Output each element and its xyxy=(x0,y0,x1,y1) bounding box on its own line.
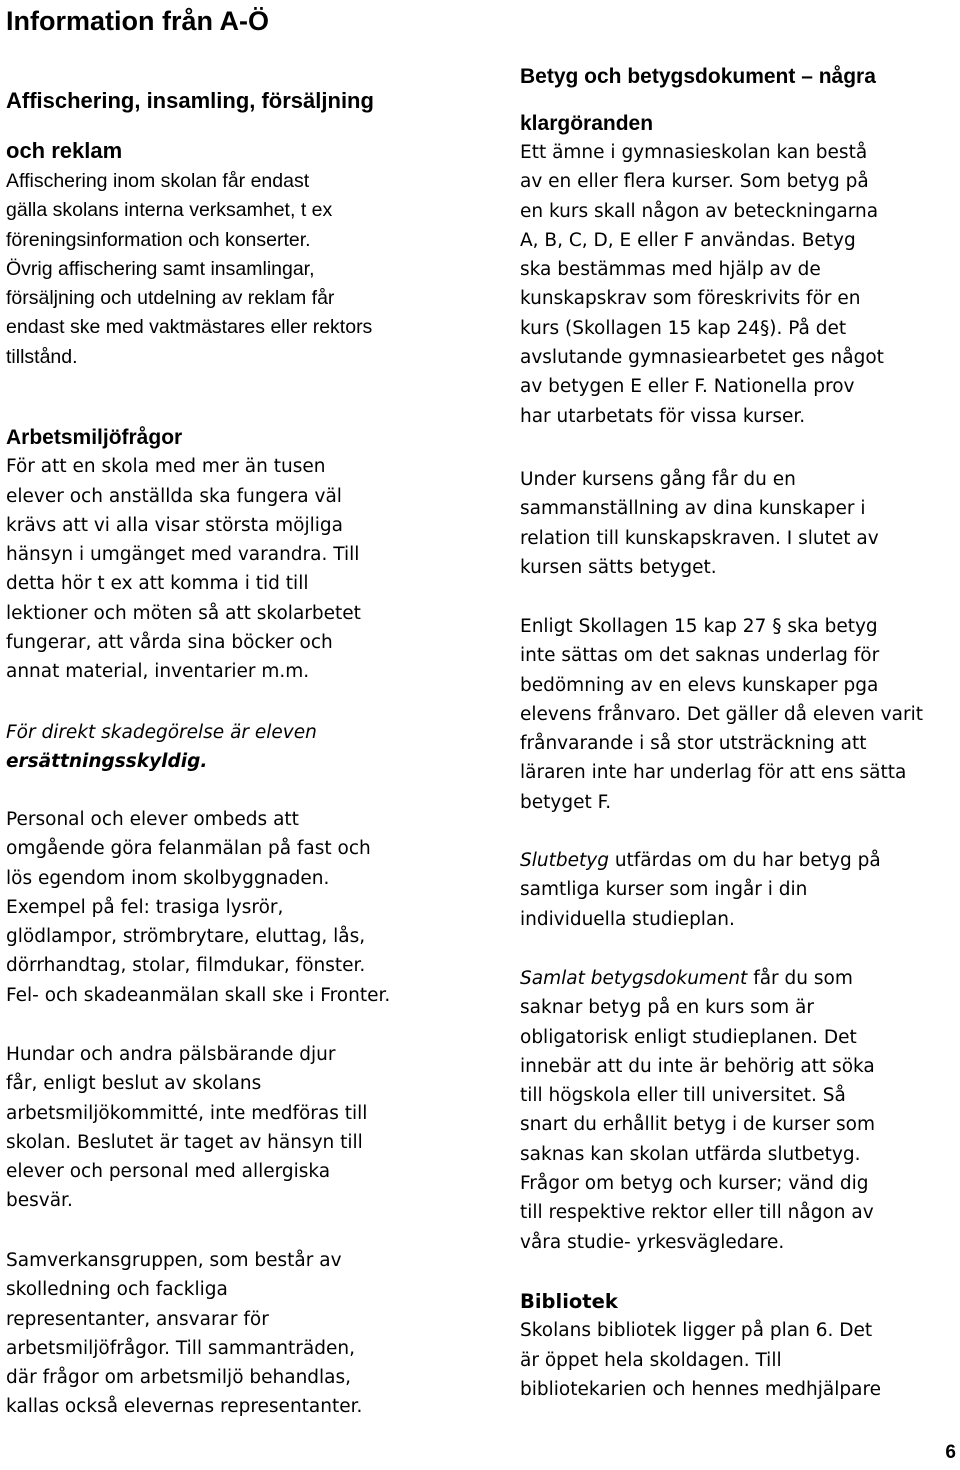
section-samlat-betygsdokument: Samlat betygsdokument får du som saknar betyg på en kurs som är obligatorisk enligt studieplanen. Det innebär att du inte är behörig att söka till högskola eller till universitet. Så snart du erhållit betyg i de kurser som saknas kan skolan utfärda slutbetyg. Frågor om betyg och kurser; vänd dig till respektive rektor eller till någon av våra studie- yrkesvägledare. xyxy=(520,968,876,1253)
paragraph: För att en skola med mer än tusen elever och anställda ska fungera väl krävs att vi alla visar största möjliga hänsyn i umgänget med varandra. Till detta hör t ex att komma i tid till lektioner och möten så att skolarbetet fungerar, att vårda sina böcker och annat material, inventarier m.m. xyxy=(6,456,361,683)
term-slutbetyg: Slutbetyg xyxy=(520,850,609,871)
section-kursens-gang: Under kursens gång får du en sammanställning av dina kunskaper i relation till kunskapskraven. I slutet av kursen sätts betyget. xyxy=(520,469,879,578)
section-heading: Affischering, insamling, försäljning och reklam xyxy=(6,88,374,163)
italic-line: För direkt skadegörelse är eleven xyxy=(6,722,317,743)
section-bibliotek: Bibliotek Skolans bibliotek ligger på plan 6. Det är öppet hela skoldagen. Till bibliotekarien och hennes medhjälpare xyxy=(520,1287,960,1404)
paragraph: Ett ämne i gymnasieskolan kan bestå av en eller flera kurser. Som betyg på en kurs skall någon av beteckningarna A, B, C, D, E eller F användas. Betyg ska bestämmas med hjälp av de kunskapskrav som föreskrivits för en kurs (Skollagen 15 kap 24§). På det avslutande gymnasiearbetet ges något av betygen E eller F. Nationella prov har utarbetats för vissa kurser. xyxy=(520,142,884,427)
section-skollagen: Enligt Skollagen 15 kap 27 § ska betyg inte sättas om det saknas underlag för bedömning av en elevs kunskaper pga elevens frånvaro. Det gäller då eleven varit frånvarande i så stor utsträckning att läraren inte har underlag för att ens sätta betyget F. xyxy=(520,616,923,813)
section-slutbetyg: Slutbetyg utfärdas om du har betyg på samtliga kurser som ingår i din individuella studieplan. xyxy=(520,850,881,930)
section-skadegorelse xyxy=(6,718,476,777)
section-heading: Betyg och betygsdokument – några klargöranden xyxy=(520,65,876,135)
section-hundar: Hundar och andra pälsbärande djur får, enligt beslut av skolans arbetsmiljökommitté, inte medföras till skolan. Beslutet är taget av hänsyn till elever och personal med allergiska besvär. xyxy=(6,1044,368,1212)
section-arbetsmiljo xyxy=(6,423,476,687)
section-felanmalan: Personal och elever ombeds att omgående göra felanmälan på fast och lös egendom inom skolbyggnaden. Exempel på fel: trasiga lysrör, glödlampor, strömbrytare, eluttag, lås, dörrhandtag, stolar, filmdukar, fönster. Fel- och skadeanmälan skall ske i Fronter. xyxy=(6,809,391,1006)
section-betyg xyxy=(520,60,960,431)
paragraph: Affischering inom skolan får endast gälla skolans interna verksamhet, t ex föreningsinformation och konserter. Övrig affischering samt insamlingar, försäljning och utdelning av reklam får endast ske med vaktmästares eller rektors tillstånd. xyxy=(6,170,373,368)
section-heading: Bibliotek xyxy=(520,1290,618,1313)
bold-italic-line: ersättningsskyldig. xyxy=(6,751,208,773)
section-heading: Arbetsmiljöfrågor xyxy=(6,426,183,449)
page-number: 6 xyxy=(945,1442,956,1463)
section-affischering xyxy=(6,78,476,372)
page-title: Information från A-Ö xyxy=(6,6,269,36)
term-samlat-betygsdokument: Samlat betygsdokument xyxy=(520,968,748,989)
section-samverkan: Samverkansgruppen, som består av skolledning och fackliga representanter, ansvarar för arbetsmiljöfrågor. Till sammanträden, där frågor om arbetsmiljö behandlas, kallas också elevernas representanter. xyxy=(6,1250,363,1418)
